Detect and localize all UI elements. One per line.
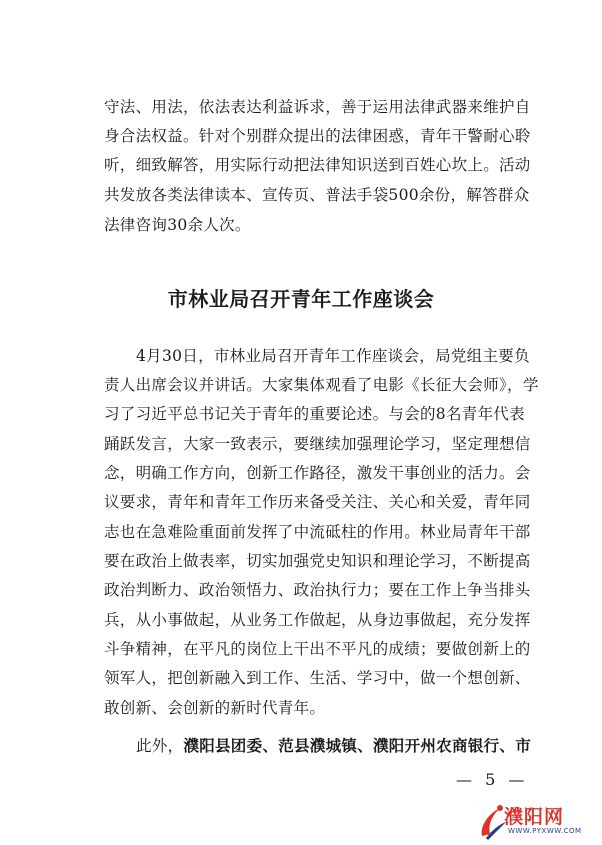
bold-organizations: 濮阳县团委、范县濮城镇、濮阳开州农商银行、市	[183, 737, 532, 755]
paragraph-line: 习了习近平总书记关于青年的重要论述。与会的8名青年代表	[104, 405, 525, 423]
paragraph-line: 念，明确工作方向，创新工作路径，激发干事创业的活力。会	[104, 464, 531, 482]
paragraph-line: 法律咨询30余人次。	[104, 216, 251, 234]
paragraph-line: 听，细致解答，用实际行动把法律知识送到百姓心坎上。活动	[104, 156, 531, 174]
watermark-url: WWW.PYXWW.COM	[508, 827, 582, 835]
paragraph-prefix: 此外，	[136, 737, 184, 755]
paragraph-line: 政治判断力、政治领悟力、政治执行力；要在工作上争当排头	[104, 581, 531, 599]
paragraph-line: 兵，从小事做起，从业务工作做起，从身边事做起，充分发挥	[104, 611, 531, 629]
paragraph-line: 敢创新、会创新的新时代青年。	[104, 699, 326, 717]
paragraph-line: 4月30日，市林业局召开青年工作座谈会，局党组主要负	[136, 347, 530, 365]
paragraph-line: 斗争精神，在平凡的岗位上干出不平凡的成绩；要做创新上的	[104, 640, 531, 658]
paragraph-line: 志也在急难险重面前发挥了中流砥柱的作用。林业局青年干部	[104, 523, 531, 541]
paragraph-line: 身合法权益。针对个别群众提出的法律困惑，青年干警耐心聆	[104, 127, 531, 145]
paragraph-line: 要在政治上做表率，切实加强党史知识和理论学习，不断提高	[104, 552, 531, 570]
section-title: 市林业局召开青年工作座谈会	[167, 287, 435, 311]
paragraph-line: 共发放各类法律读本、宣传页、普法手袋500余份，解答群众	[104, 186, 530, 204]
paragraph-line: 议要求，青年和青年工作历来备受关注、关心和关爱，青年同	[104, 493, 531, 511]
paragraph-3	[136, 736, 532, 756]
paragraph-line: 踊跃发言，大家一致表示，要继续加强理论学习，坚定理想信	[104, 435, 531, 453]
watermark-name: 濮阳网	[504, 806, 565, 828]
paragraph-line: 守法、用法，依法表达利益诉求，善于运用法律武器来维护自	[104, 98, 531, 116]
page-number: — 5 —	[456, 770, 529, 789]
watermark-logo	[478, 800, 598, 842]
paragraph-line: 领军人，把创新融入到工作、生活、学习中，做一个想创新、	[104, 669, 531, 687]
paragraph-line: 责人出席会议并讲话。大家集体观看了电影《长征大会师》，学	[104, 376, 539, 394]
